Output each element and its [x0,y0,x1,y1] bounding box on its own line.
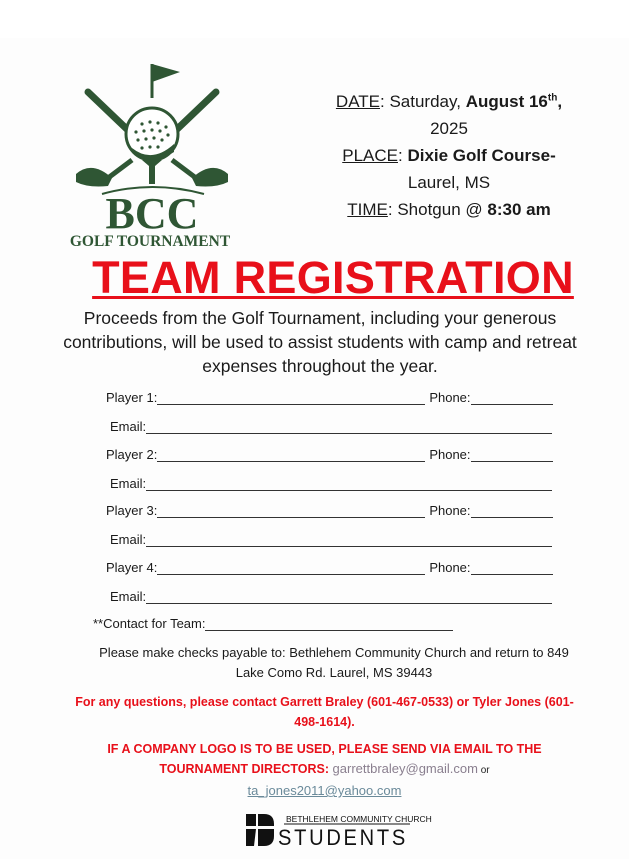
phone-label: Phone: [429,447,471,462]
phone-field[interactable] [471,562,553,575]
questions-text: For any questions, please contact Garrett Braley (601-467-0533) or Tyler Jones (601-498-1614). [75,695,574,729]
intro-text: Proceeds from the Golf Tournament, including your generous contributions, will be used to assist students with camp and retreat expenses throughout the year. [63,308,577,376]
email-field[interactable] [146,421,552,434]
logo-name: BCC [105,189,199,238]
player-1-row [106,390,553,405]
phone-field[interactable] [471,505,553,518]
phone-field[interactable] [471,392,553,405]
email-link-garrett[interactable]: garrettbraley@gmail.com [332,761,478,776]
player-3-row [106,503,553,518]
time-value: 8:30 am [487,200,551,219]
place-value: Dixie Golf Course- [407,146,556,165]
email-link-tyler[interactable]: ta_jones2011@yahoo.com [247,783,402,798]
player-3-email-row [110,532,552,547]
player-name-field[interactable] [157,392,425,405]
contact-row [93,616,453,631]
email-field[interactable] [146,534,552,547]
player-1-email-row [110,419,552,434]
email-label: Email: [110,476,147,491]
player-name-field[interactable] [157,562,425,575]
phone-label: Phone: [429,503,471,518]
player-label: Player 2: [106,447,158,462]
date-suffix: , [557,92,563,111]
player-name-field[interactable] [157,449,425,462]
date-year: 2025 [430,119,468,138]
flag-icon [152,64,180,82]
phone-label: Phone: [429,390,471,405]
bethlehem-students-logo [244,812,432,850]
time-label: TIME [347,200,388,219]
phone-field[interactable] [471,449,553,462]
player-4-email-row [110,589,552,604]
event-info [312,88,586,223]
date-value: August 16 [465,92,548,111]
email-label: Email: [110,532,147,547]
player-2-row [106,447,553,462]
player-4-row [106,560,553,575]
top-band [0,0,629,38]
contact-field[interactable] [205,618,453,631]
date-prefix: : Saturday, [380,92,466,111]
place-line [312,142,586,169]
page-title: TEAM REGISTRATION [92,252,574,303]
club-head-left [76,168,112,187]
place-sep: : [397,146,408,165]
footer-church-name: BETHLEHEM COMMUNITY CHURCH [286,814,432,824]
club-head-right [192,168,228,187]
date-sup: th [547,92,558,104]
phone-label: Phone: [429,560,471,575]
player-name-field[interactable] [157,505,425,518]
email-label: Email: [110,419,147,434]
email-label: Email: [110,589,147,604]
logo-mark-icon [246,814,256,826]
logo-note-text: IF A COMPANY LOGO IS TO BE USED, PLEASE SEND VIA EMAIL TO THE TOURNAMENT DIRECTORS: [107,742,542,776]
player-2-email-row [110,476,552,491]
player-label: Player 3: [106,503,158,518]
player-label: Player 4: [106,560,158,575]
place-city: Laurel, MS [407,173,491,192]
date-line [312,88,586,115]
email-field[interactable] [146,478,552,491]
logo-note [72,739,577,801]
date-label: DATE [335,92,380,111]
time-prefix: : Shotgun @ [387,200,488,219]
place-label: PLACE [342,146,398,165]
logo-subtitle: GOLF TOURNAMENT [69,233,231,250]
footer-students: STUDENTS [278,825,408,850]
payable-text: Please make checks payable to: Bethlehem Community Church and return to 849 Lake Como Rd. Laurel, MS 39443 [99,645,569,680]
contact-label: **Contact for Team: [93,616,206,631]
tee-icon [142,160,162,184]
bcc-golf-logo [62,56,242,251]
time-line [312,196,586,223]
email-field[interactable] [146,591,552,604]
player-label: Player 1: [106,390,158,405]
or-text: or [477,765,490,776]
